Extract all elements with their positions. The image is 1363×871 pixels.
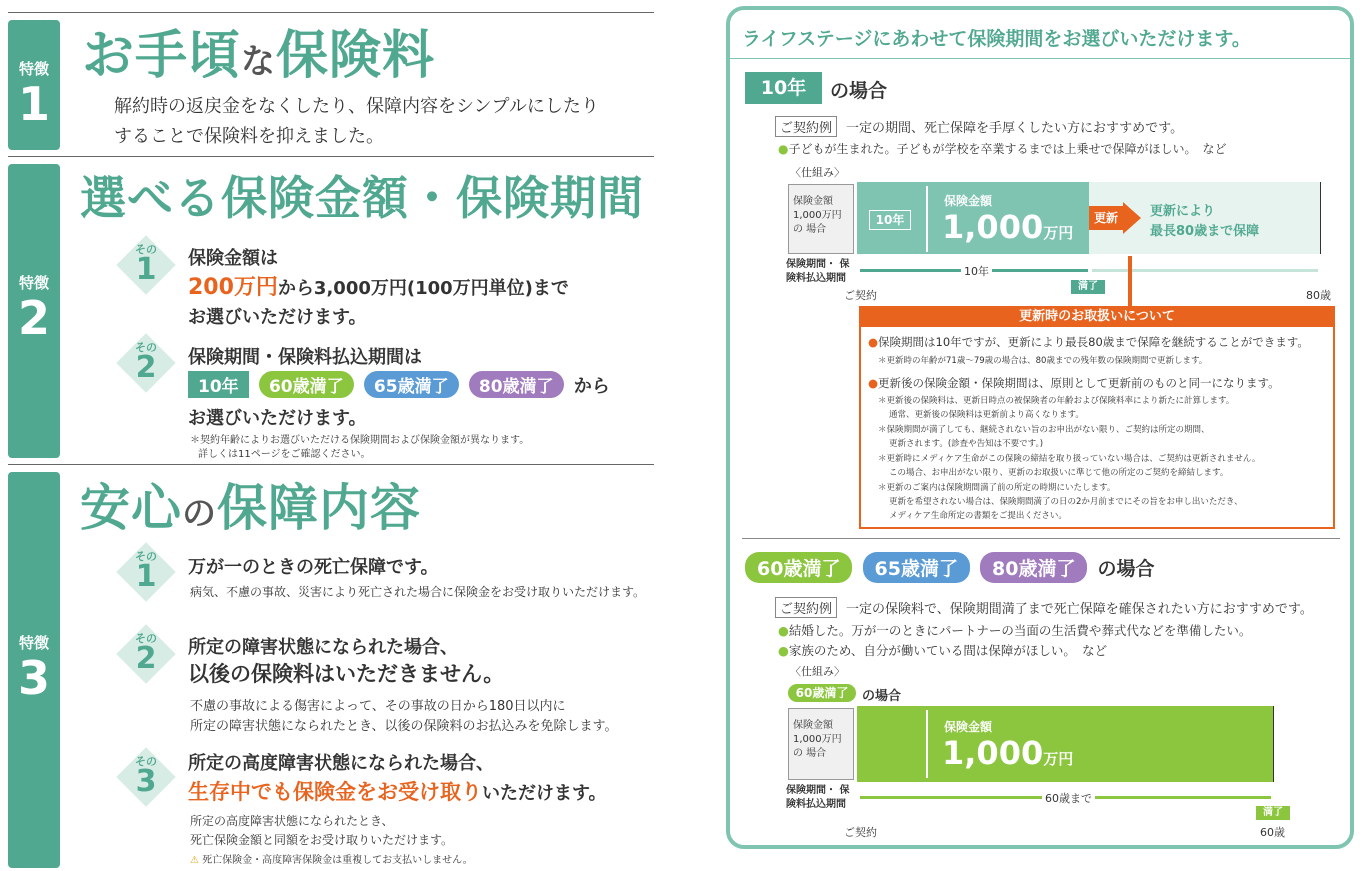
example-text: 一定の期間、死亡保障を手厚くしたい方におすすめです。 [846, 121, 1184, 136]
divider [8, 156, 654, 157]
note-sub: 更新を希望されない場合は、保険期間満了の日の2か月前までにその旨をお申し出いただき、 [889, 497, 1243, 507]
item-number: その 2 [135, 341, 157, 385]
feature-number: 3 [17, 651, 50, 705]
case-label: の場合 [830, 80, 888, 102]
warning-icon: ⚠ [190, 855, 199, 866]
renewal-text: 最長80歳まで保障 [1150, 224, 1260, 239]
item-number: その 3 [135, 755, 157, 799]
feature-label: 特徴 [18, 274, 49, 292]
note-sub: メディケア生命所定の書類をご提出ください。 [889, 511, 1067, 521]
note-sub: ＊更新時にメディケア生命がこの保険の締結を取り扱っていない場合は、ご契約は更新されません。 [878, 454, 1261, 464]
warning-note: ⚠ 死亡保険金・高度障害保険金は重複してお支払いしません。 [190, 855, 473, 866]
notes-title: 更新時のお取扱いについて [859, 306, 1335, 327]
item-highlight: 以後の保険料はいただきません。 [188, 662, 505, 686]
amount-arrow [926, 710, 936, 778]
item-desc: 不慮の事故による傷害によって、その事故の日から180日以内に [190, 699, 566, 714]
note-item: ●更新後の保険金額・保険期間は、原則として更新前のものと同一になります。 [868, 376, 1280, 390]
item-text: 万が一のときの死亡保障です。 [188, 557, 439, 578]
divider [8, 12, 654, 13]
divider [8, 464, 654, 465]
note-sub: この場合、お申出がない限り、更新のお取扱いに準じて他の所定のご契約を締結します。 [889, 468, 1229, 478]
term-badge: 10年 [745, 72, 822, 104]
example-bullet: ●家族のため、自分が働いている間は保障がほしい。 など [778, 643, 1108, 658]
footnote: 詳しくは11ページをご確認ください。 [198, 449, 371, 460]
amount-label: 保険金額 [944, 194, 993, 208]
example-bullet: ●結婚した。万が一のときにパートナーの当面の生活費や葬式代などを準備したい。 [778, 623, 1252, 638]
item-text: 所定の高度障害状態になられた場合、 [188, 753, 494, 774]
period-pill: 60歳満了 [259, 371, 354, 398]
mechanism-label: 〈仕組み〉 [790, 665, 845, 678]
note-sub: ＊更新後の保険料は、更新日時点の被保険者の年齢および保険料率により新たに計算します。 [878, 396, 1235, 406]
term-tag: 10年 [869, 210, 911, 230]
period-pill: 80歳満了 [469, 371, 564, 398]
feature-badge-3 [8, 472, 60, 868]
feature1-title: お手頃な保険料 [82, 26, 436, 86]
period-ten: 10年 [961, 263, 992, 279]
end-label: 60歳 [1260, 826, 1285, 839]
amount-value: 1,000万円 [942, 208, 1074, 246]
example-tag: ご契約例 [775, 116, 837, 137]
renewal-arrow: 更新 [1089, 206, 1123, 230]
item-text: 所定の障害状態になられた場合、 [188, 637, 458, 658]
feature-badge-1 [8, 20, 60, 150]
example-tag: ご契約例 [775, 597, 837, 618]
renewal-text: 更新により [1150, 204, 1216, 219]
note-sub: 更新されます。(診査や告知は不要です。) [889, 439, 1044, 449]
item-text: お選びいただけます。 [188, 307, 367, 328]
item-highlight: 生存中でも保険金をお受け取りいただけます。 [188, 780, 607, 804]
maturity-tag: 満了 [1256, 806, 1290, 820]
term-pill: 80歳満了 [980, 552, 1087, 583]
amount-box: 保険金額 1,000万円の 場合 [788, 184, 854, 254]
feature2-title: 選べる保険金額・保険期間 [80, 171, 644, 225]
item-number: その 1 [135, 550, 157, 594]
period-pill: 10年 [188, 371, 249, 398]
example-text: 一定の保険料で、保険期間満了まで死亡保障を確保されたい方におすすめです。 [846, 602, 1313, 617]
period-label: 保険期間・ 保険料払込期間 [786, 785, 850, 810]
term-pill: 60歳満了 [745, 552, 852, 583]
item-text: 保険金額は [188, 248, 278, 269]
amount-label: 保険金額 [944, 720, 993, 734]
feature-number: 2 [17, 291, 50, 345]
item-desc: 所定の高度障害状態になられたとき、 [190, 814, 394, 828]
maturity-tag: 満了 [1071, 280, 1105, 294]
feature-badge-2 [8, 164, 60, 458]
start-label: ご契約 [844, 826, 877, 839]
term-pill: 65歳満了 [863, 552, 970, 583]
arrow-head-icon [1123, 202, 1141, 234]
example-bullet: ●子どもが生まれた。子どもが学校を卒業するまでは上乗せで保障がほしい。 など [778, 142, 1227, 156]
note-sub: ＊保険期間が満了しても、継続されない旨のお申出がない限り、ご契約は所定の期間、 [878, 425, 1210, 435]
item-text: 200万円から3,000万円(100万円単位)まで [188, 275, 569, 300]
item-number: その 1 [135, 243, 157, 287]
note-sub: ＊更新のご案内は保険期間満了前の所定の時期にいたします。 [878, 483, 1116, 493]
divider [742, 538, 1340, 539]
feature-number: 1 [17, 77, 50, 131]
item-desc: 所定の障害状態になられたとき、以後の保険料のお払込みを免除します。 [190, 719, 618, 734]
case-label: の場合 [862, 689, 902, 704]
period-label: 保険期間・ 保険料払込期間 [786, 259, 850, 284]
item-desc: 病気、不慮の事故、災害により死亡された場合に保険金をお受け取りいただけます。 [190, 585, 646, 599]
feature-label: 特徴 [18, 60, 49, 78]
period-line [1092, 269, 1318, 272]
start-label: ご契約 [844, 289, 877, 302]
note-sub: ＊更新時の年齢が71歳～79歳の場合は、80歳までの残年数の保険期間で更新します。 [878, 356, 1208, 366]
amount-arrow [926, 186, 936, 252]
period-until: 60歳まで [1042, 790, 1095, 806]
mechanism-label: 〈仕組み〉 [790, 166, 845, 179]
sub-badge: 60歳満了 [788, 684, 856, 702]
term-pills: 60歳満了 65歳満了 80歳満了 の場合 [745, 552, 1155, 583]
divider [730, 58, 1350, 59]
feature-label: 特徴 [18, 634, 49, 652]
period-options: 10年 60歳満了 65歳満了 80歳満了 から [188, 371, 610, 398]
feature1-body: 解約時の返戻金をなくしたり、保障内容をシンプルにしたり [114, 96, 599, 117]
item-desc: 死亡保険金額と同額をお受け取りいただけます。 [190, 833, 454, 847]
right-panel-title: ライフステージにあわせて保険期間をお選びいただけます。 [742, 28, 1251, 50]
item-text: お選びいただけます。 [188, 408, 367, 429]
callout-pointer [1128, 256, 1132, 306]
feature3-title: 安心の保障内容 [80, 479, 421, 537]
note-sub: 通常、更新後の保険料は更新前より高くなります。 [889, 410, 1084, 420]
period-pill: 65歳満了 [364, 371, 459, 398]
feature1-body: することで保険料を抑えました。 [114, 126, 384, 147]
item-text: 保険期間・保険料払込期間は [188, 347, 422, 368]
amount-value: 1,000万円 [942, 734, 1074, 772]
amount-box: 保険金額 1,000万円の 場合 [788, 708, 854, 780]
end-label: 80歳 [1306, 289, 1331, 302]
item-number: その 2 [135, 632, 157, 676]
note-item: ●保険期間は10年ですが、更新により最長80歳まで保障を継続することができます。 [868, 335, 1309, 349]
footnote: ＊契約年齢によりお選びいただける保険期間および保険金額が異なります。 [190, 435, 530, 446]
